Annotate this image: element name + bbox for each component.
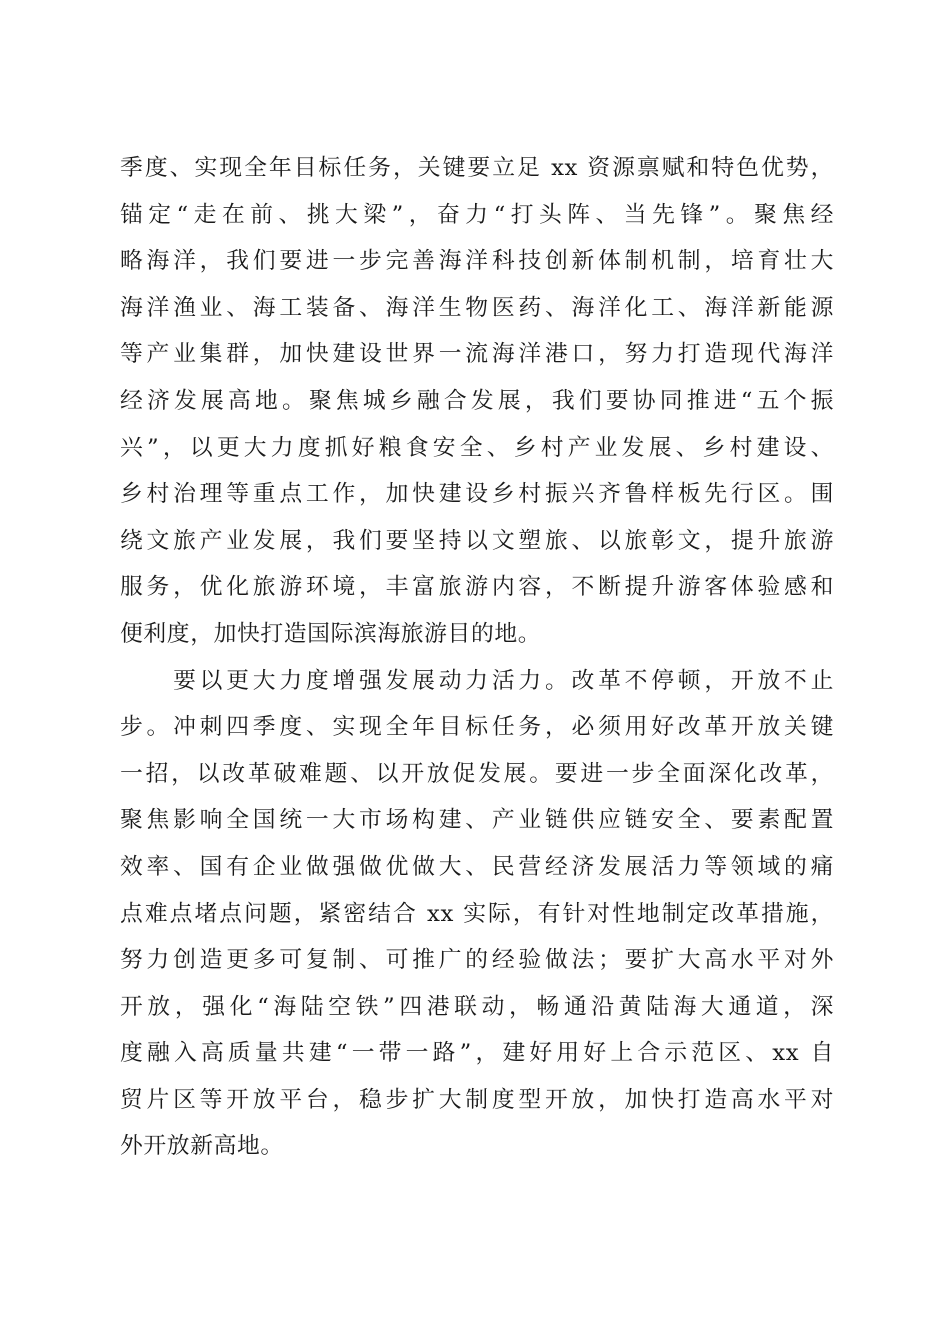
- text-line: 海洋渔业、海工装备、海洋生物医药、海洋化工、海洋新能源: [120, 294, 834, 321]
- text-line: 服务，优化旅游环境，丰富旅游内容，不断提升游客体验感和: [120, 574, 834, 601]
- text-line: 便利度，加快打造国际滨海旅游目的地。: [120, 620, 542, 647]
- text-line: 外开放新高地。: [120, 1133, 284, 1160]
- text-line: 度融入高质量共建“一带一路”，建好用好上合示范区、xx 自: [120, 1040, 834, 1067]
- text-line: 步。冲刺四季度、实现全年目标任务，必须用好改革开放关键: [120, 714, 834, 741]
- text-line: 效率、国有企业做强做优做大、民营经济发展活力等领域的痛: [120, 853, 834, 880]
- text-line: 等产业集群，加快建设世界一流海洋港口，努力打造现代海洋: [120, 341, 834, 368]
- text-line: 经济发展高地。聚焦城乡融合发展，我们要协同推进“五个振: [120, 387, 834, 414]
- text-line: 略海洋，我们要进一步完善海洋科技创新体制机制，培育壮大: [120, 248, 834, 275]
- text-line: 贸片区等开放平台，稳步扩大制度型开放，加快打造高水平对: [120, 1086, 834, 1113]
- text-line: 兴”，以更大力度抓好粮食安全、乡村产业发展、乡村建设、: [120, 434, 834, 461]
- text-line: 努力创造更多可复制、可推广的经验做法；要扩大高水平对外: [120, 947, 834, 974]
- text-line: 开放，强化“海陆空铁”四港联动，畅通沿黄陆海大通道，深: [120, 993, 834, 1020]
- text-line: 绕文旅产业发展，我们要坚持以文塑旅、以旅彰文，提升旅游: [120, 527, 834, 554]
- text-line: 锚定“走在前、挑大梁”，奋力“打头阵、当先锋”。聚焦经: [120, 201, 834, 228]
- text-line: 聚焦影响全国统一大市场构建、产业链供应链安全、要素配置: [120, 807, 834, 834]
- text-line: 一招，以改革破难题、以开放促发展。要进一步全面深化改革，: [120, 760, 834, 787]
- text-line: 点难点堵点问题，紧密结合 xx 实际，有针对性地制定改革措施，: [120, 900, 834, 927]
- body-text: [120, 145, 834, 1170]
- text-line: 要以更大力度增强发展动力活力。改革不停顿，开放不止: [120, 667, 834, 694]
- text-line: 季度、实现全年目标任务，关键要立足 xx 资源禀赋和特色优势，: [120, 155, 834, 181]
- text-line: 乡村治理等重点工作，加快建设乡村振兴齐鲁样板先行区。围: [120, 481, 834, 508]
